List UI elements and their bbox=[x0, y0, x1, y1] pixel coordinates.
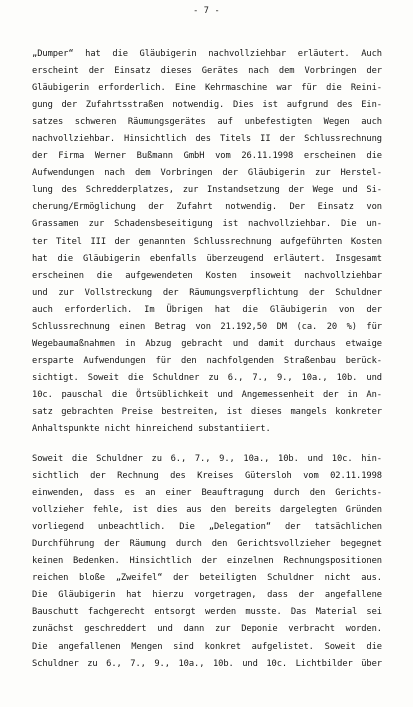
text-line: cherung/Ermöglichung der Zufahrt notwendig. Der Einsatz von bbox=[32, 202, 382, 213]
text-line: Grassamen zur Schadensbeseitigung ist nachvollziehbar. Die un- bbox=[32, 219, 382, 230]
text-line: Wegebaumaßnahmen in Abzug gebracht und damit durchaus etwaige bbox=[32, 338, 382, 349]
text-line: vollzieher fehle, ist dies aus den bereits dargelegten Gründen bbox=[32, 505, 382, 516]
text-line: erscheint der Einsatz dieses Gerätes nach dem Vorbringen der bbox=[32, 66, 382, 77]
text-line: Die Gläubigerin hat hierzu vorgetragen, dass der angefallene bbox=[32, 590, 382, 601]
text-line: Anhaltspunkte nicht hinreichend substantiiert. bbox=[32, 424, 271, 435]
paragraph-2 bbox=[32, 451, 382, 673]
text-line: der Firma Werner Bußmann GmbH vom 26.11.1998 erscheinen die bbox=[32, 151, 382, 162]
text-line: einwenden, dass es an einer Beauftragung durch den Gerichts- bbox=[32, 488, 382, 499]
text-line: satzes schweren Räumungsgerätes auf unbefestigten Wegen auch bbox=[32, 117, 382, 128]
text-line: 10c. pauschal die Örtsüblichkeit und Angemessenheit der in An- bbox=[32, 389, 382, 400]
paragraph-1 bbox=[32, 46, 382, 438]
text-line: sichtlich der Rechnung des Kreises Gütersloh vom 02.11.1998 bbox=[32, 471, 382, 482]
text-line: satz gebrachten Preise bestreiten, ist dieses mangels konkreter bbox=[32, 406, 382, 417]
text-line: hat die Gläubigerin ebenfalls überzeugend erläutert. Insgesamt bbox=[32, 253, 382, 264]
text-line: Gläubigerin erforderlich. Eine Kehrmaschine war für die Reini- bbox=[32, 83, 382, 94]
text-line: keinen Bedenken. Hinsichtlich der einzelnen Rechnungspositionen bbox=[32, 556, 382, 567]
text-line: nachvollziehbar. Hinsichtlich des Titels II der Schlussrechnung bbox=[32, 134, 382, 145]
text-line: erscheinen die aufgewendeten Kosten insoweit nachvollziehbar bbox=[32, 270, 382, 281]
text-line: Soweit die Schuldner zu 6., 7., 9., 10a., 10b. und 10c. hin- bbox=[32, 454, 382, 464]
text-line: gung der Zufahrtsstraßen notwendig. Dies ist aufgrund des Ein- bbox=[32, 100, 382, 111]
text-line: auch erforderlich. Im Übrigen hat die Gläubigerin von der bbox=[32, 304, 382, 315]
text-line: Aufwendungen nach dem Vorbringen der Gläubigerin zur Herstel- bbox=[32, 168, 382, 179]
text-line: lung des Schredderplatzes, zur Instandsetzung der Wege und Si- bbox=[32, 185, 382, 196]
text-line: sichtigt. Soweit die Schuldner zu 6., 7., 9., 10a., 10b. und bbox=[32, 372, 382, 383]
text-line: und zur Vollstreckung der Räumungsverpflichtung der Schuldner bbox=[32, 287, 382, 298]
text-line: Die angefallenen Mengen sind konkret aufgelistet. Soweit die bbox=[32, 641, 382, 652]
text-line: Durchführung der Räumung durch den Gerichtsvollzieher begegnet bbox=[32, 539, 382, 550]
text-line: „Dumper“ hat die Gläubigerin nachvollziehbar erläutert. Auch bbox=[32, 49, 382, 59]
text-line: reichen bloße „Zweifel“ der beteiligten Schuldner nicht aus. bbox=[32, 573, 382, 584]
text-line: zunächst geschreddert und dann zur Deponie verbracht worden. bbox=[32, 624, 382, 635]
text-line: ersparte Aufwendungen für den nachfolgenden Straßenbau berück- bbox=[32, 355, 382, 366]
text-line: Bauschutt fachgerecht entsorgt werden musste. Das Material sei bbox=[32, 607, 382, 618]
text-line: vorliegend unbeachtlich. Die „Delegation“ der tatsächlichen bbox=[32, 522, 382, 533]
text-line: Schuldner zu 6., 7., 9., 10a., 10b. und 10c. Lichtbilder über bbox=[32, 658, 382, 669]
page-number: - 7 - bbox=[193, 6, 220, 16]
text-line: ter Titel III der genannten Schlussrechnung aufgeführten Kosten bbox=[32, 236, 382, 247]
text-line: Schlussrechnung einen Betrag von 21.192,50 DM (ca. 20 %) für bbox=[32, 321, 382, 332]
